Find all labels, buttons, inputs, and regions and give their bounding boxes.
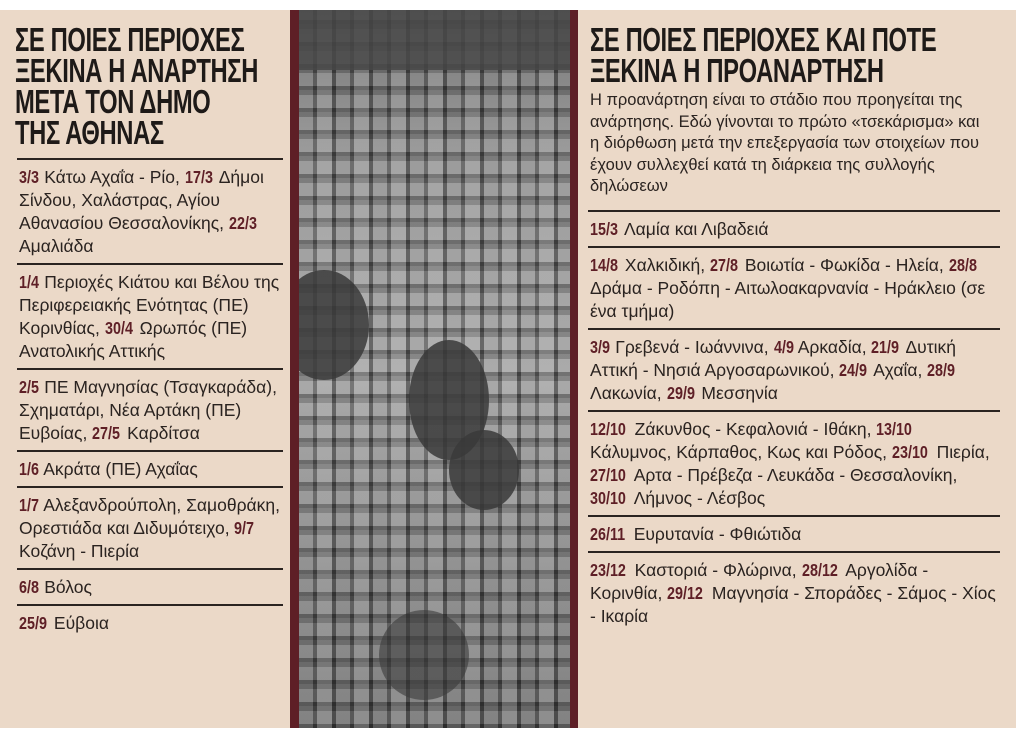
left-schedule-entry	[17, 368, 283, 450]
left-schedule-entry	[17, 263, 283, 368]
entry-date: 3/3	[19, 167, 39, 187]
entry-date: 29/9	[666, 383, 695, 403]
entry-date: 15/3	[590, 219, 618, 239]
entry-regions: Δράμα - Ροδόπη - Αιτωλοακαρνανία - Ηράκλειο (σε ένα τμήμα)	[590, 278, 986, 321]
left-schedule-entry	[17, 486, 283, 568]
entry-regions: Μεσσηνία	[696, 383, 778, 403]
right-schedule-entry	[588, 328, 1000, 410]
left-schedule-entry	[17, 604, 283, 640]
entry-regions: Καρδίτσα	[122, 423, 200, 443]
left-schedule-entry	[17, 450, 283, 486]
right-schedule-entry	[588, 210, 1000, 246]
left-schedule-entry	[17, 568, 283, 604]
entry-date: 26/11	[590, 524, 626, 544]
entry-regions: Εύβοια	[49, 613, 109, 633]
entry-regions: Κοζάνη - Πιερία	[19, 541, 140, 561]
entry-regions: Αργολίδα - Κορινθία,	[590, 560, 929, 603]
entry-regions: Ωρωπός (ΠΕ) Ανατολικής Αττικής	[19, 318, 248, 361]
left-heading-line: ΤΗΣ ΑΘΗΝΑΣ	[15, 114, 164, 151]
entry-regions: Ζάκυνθος - Κεφαλονιά - Ιθάκη,	[629, 419, 877, 439]
right-schedule-entry	[588, 410, 1000, 515]
entry-date: 30/10	[590, 488, 626, 508]
left-heading	[15, 21, 258, 151]
entry-regions: Μαγνησία - Σποράδες - Σάμος - Χίος - Ικαρία	[590, 583, 996, 626]
entry-date: 3/9	[590, 337, 610, 357]
entry-date: 30/4	[104, 318, 133, 338]
entry-date: 4/9	[773, 337, 794, 357]
entry-regions: Βοιωτία - Φωκίδα - Ηλεία,	[740, 255, 949, 275]
entry-date: 25/9	[19, 613, 47, 633]
left-schedule-list	[17, 158, 283, 640]
entry-regions: Βόλος	[39, 577, 92, 597]
athens-buildings-photo	[299, 10, 570, 728]
left-heading-line: ΣΕ ΠΟΙΕΣ ΠΕΡΙΟΧΕΣ	[15, 21, 245, 58]
entry-regions: Αρτα - Πρέβεζα - Λευκάδα - Θεσσαλονίκη,	[629, 465, 958, 485]
entry-date: 28/9	[927, 360, 956, 380]
entry-regions: Λακωνία,	[590, 383, 667, 403]
entry-date: 14/8	[590, 255, 618, 275]
entry-date: 22/3	[228, 213, 257, 233]
entry-date: 1/6	[19, 459, 39, 479]
entry-regions: Δυτική Αττική - Νησιά Αργοσαρωνικού,	[590, 337, 956, 380]
entry-date: 27/10	[590, 465, 626, 485]
entry-date: 2/5	[19, 377, 39, 397]
entry-regions: Λήμνος - Λέσβος	[629, 488, 766, 508]
entry-regions: Πιερία,	[931, 442, 990, 462]
right-panel-proanartisi	[578, 10, 1016, 728]
entry-date: 24/9	[839, 360, 868, 380]
entry-regions: Αμαλιάδα	[19, 236, 94, 256]
entry-regions: Καστοριά - Φλώρινα,	[629, 560, 802, 580]
entry-date: 27/5	[92, 423, 121, 443]
entry-regions: Αρκαδία,	[793, 337, 872, 357]
entry-regions: Γρεβενά - Ιωάννινα,	[610, 337, 774, 357]
entry-date: 21/9	[871, 337, 900, 357]
left-panel-anartisi	[0, 10, 290, 728]
right-heading-line: ΞΕΚΙΝΑ Η ΠΡΟΑΝΑΡΤΗΣΗ	[590, 52, 884, 89]
entry-date: 1/4	[19, 272, 39, 292]
entry-date: 12/10	[590, 419, 626, 439]
right-schedule-list	[588, 210, 1000, 633]
entry-date: 23/10	[891, 442, 928, 462]
entry-regions: ΠΕ Μαγνησίας (Τσαγκαράδα), Σχηματάρι, Νέα Αρτάκη (ΠΕ) Ευβοίας,	[19, 377, 277, 443]
entry-regions: Ακράτα (ΠΕ) Αχαΐας	[39, 459, 198, 479]
right-schedule-entry	[588, 246, 1000, 328]
right-intro-text: Η προανάρτηση είναι το στάδιο που προηγείται της ανάρτησης. Εδώ γίνονται το πρώτο «τσεκάρισμα» και η διόρθωση μετά την επεξεργασία των στοιχείων που έχουν συλλεχθεί κατά τη διάρκεια της συλλογής δηλώσεων	[590, 91, 980, 195]
entry-date: 29/12	[667, 583, 704, 603]
right-schedule-entry	[588, 551, 1000, 633]
entry-date: 13/10	[876, 419, 913, 439]
entry-regions: Περιοχές Κιάτου και Βέλου της Περιφερειακής Ενότητας (ΠΕ) Κορινθίας,	[19, 272, 280, 338]
entry-regions: Λαμία και Λιβαδειά	[620, 219, 769, 239]
left-heading-line: ΜΕΤΑ ΤΟΝ ΔΗΜΟ	[15, 83, 211, 120]
right-heading	[590, 21, 937, 89]
left-heading-line: ΞΕΚΙΝΑ Η ΑΝΑΡΤΗΣΗ	[15, 52, 258, 89]
entry-regions: Χαλκιδική,	[620, 255, 710, 275]
entry-date: 17/3	[184, 167, 213, 187]
left-schedule-entry	[17, 158, 283, 263]
right-heading-line: ΣΕ ΠΟΙΕΣ ΠΕΡΙΟΧΕΣ ΚΑΙ ΠΟΤΕ	[590, 21, 937, 58]
entry-regions: Αλεξανδρούπολη, Σαμοθράκη, Ορεστιάδα και Διδυμότειχο,	[19, 495, 281, 538]
entry-date: 1/7	[19, 495, 39, 515]
entry-date: 9/7	[234, 518, 255, 538]
entry-regions: Ευρυτανία - Φθιώτιδα	[628, 524, 802, 544]
right-schedule-entry	[588, 515, 1000, 551]
entry-regions: Δήμοι Σίνδου, Χαλάστρας, Αγίου Αθανασίου Θεσσαλονίκης,	[19, 167, 264, 233]
entry-date: 27/8	[709, 255, 738, 275]
divider-bar-left	[290, 10, 299, 728]
entry-date: 28/8	[948, 255, 977, 275]
entry-date: 6/8	[19, 577, 39, 597]
entry-date: 28/12	[801, 560, 838, 580]
entry-regions: Κάλυμνος, Κάρπαθος, Κως και Ρόδος,	[590, 442, 892, 462]
entry-regions: Κάτω Αχαΐα - Ρίο,	[39, 167, 185, 187]
entry-date: 23/12	[590, 560, 626, 580]
entry-regions: Αχαΐα,	[869, 360, 928, 380]
